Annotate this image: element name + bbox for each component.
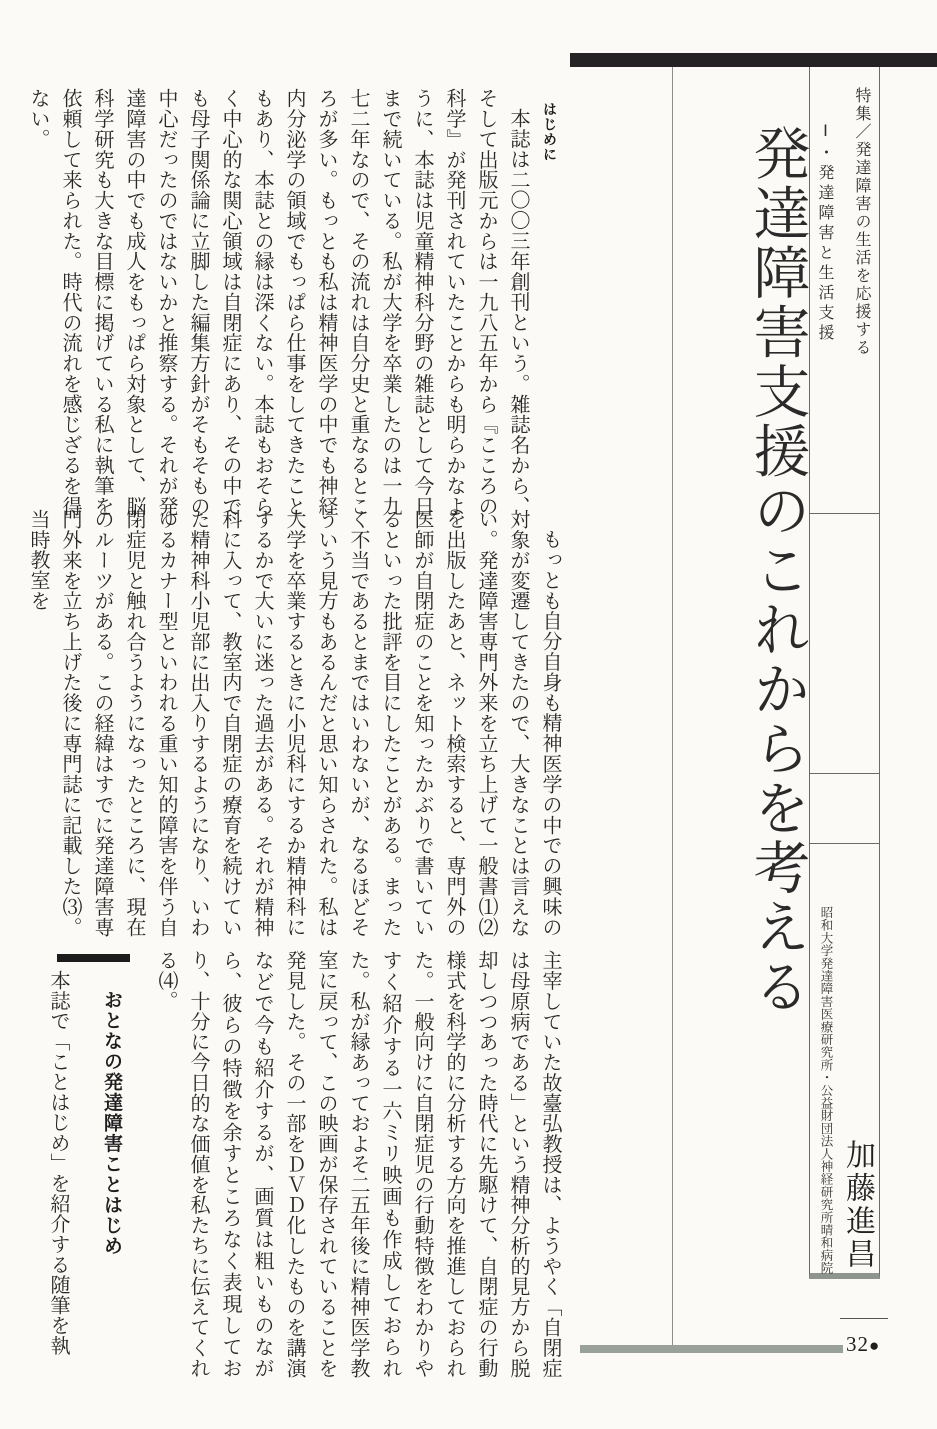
- article-title: 発達障害支援のこれからを考える: [745, 124, 808, 1017]
- body-band-2: [20, 505, 566, 937]
- body-paragraph: 本誌で「ことはじめ」を紹介する随筆を執: [47, 970, 69, 1356]
- body-paragraph: 本誌は二〇〇三年創刊という。雑誌名から、そして出版元からは一九八五年から『こころの科学』が発刊されていたことからも明らかなように、本誌は児童精神科分野の雑誌として今日まで続いている。私が大学を卒業したのは一九七二年なので、その流れは自分史と重なるところが多い。もっとも私は精神医学の中でも神経内分泌学の領域でもっぱら仕事をしてきたこともあり、本誌との縁は深くない。本誌もおそらく中心的な関心領域は自閉症にあり、その中でも母子関係論に立脚した編集方針がそもそもの中心だったのではないかと推察する。それが発達障害の中でも成人をもっぱら対象として、脳科学研究も大きな目標に掲げている私に執筆を依頼して来られた。時代の流れを感じざるを得ない。: [27, 88, 529, 516]
- section-heading-kotohajime: おとなの発達障害ことはじめ: [101, 990, 122, 1257]
- section-heading-intro: はじめに: [542, 102, 558, 162]
- feature-label: 特集／発達障害の生活を応援する: [853, 87, 870, 357]
- header-box-divider: [810, 773, 879, 774]
- author-name: 加藤進昌: [841, 1139, 874, 1271]
- page-number-value: 32: [846, 1332, 869, 1356]
- body-paragraph: もっとも自分自身も精神医学の中での興味の対象が変遷してきたので、大きなことは言えない。発達障害専門外来を立ち上げて一般書⑴⑵を出版したあと、ネット検索すると、専門外の医師が自閉症のことを知ったかぶりで書いているといった批評を目にしたことがある。まったく不当であるとまではいわないが、なるほどそういう見方もあるんだと思い知らされた。私は大学を卒業するときに小児科にするか精神科にするかで大いに迷った過去がある。それが精神科に入って、教室内で自閉症の療育を続けていた精神科小児部に出入りするようになり、いわゆるカナー型といわれる重い知的障害を伴う自閉症児と触れ合うようになったところに、現在のルーツがある。この経緯はすでに発達障害専門外来を立ち上げた後に専門誌に記載した⑶。当時教室を: [27, 509, 561, 937]
- body-band-1: [20, 84, 566, 516]
- body-paragraph: 主宰していた故臺弘教授は、ようやく「自閉症は母原病である」という精神分析的見方から脱却しつつあった時代に先駆けて、自閉症の行動様式を科学的に分析する方向を推進しておられた。一般向けに自閉症児の行動特徴をわかりやすく紹介する一六ミリ映画も作成しておられた。私が縁あっておよそ二五年後に精神医学教室に戻って、この映画が保存されていることを発見した。その一部をＤＶＤ化したものを講演などで今も紹介するが、画質は粗いものながら、彼らの特徴を余すところなく表現しており、十分に今日的な価値を私たちに伝えてくれる⑷。: [155, 950, 561, 1378]
- author-affiliation: 昭和大学発達障害医療研究所・公益財団法人神経研究所晴和病院: [819, 906, 833, 1275]
- page-number: [846, 1332, 880, 1357]
- page-number-marker-icon: ●: [869, 1336, 881, 1355]
- body-band-3: [20, 946, 566, 1378]
- section-label: Ⅰ・発達障害と生活支援: [816, 121, 833, 344]
- header-box-divider: [810, 843, 879, 844]
- section-heading-rule: [57, 954, 130, 962]
- title-separator-rule: [672, 67, 673, 1348]
- running-head-bar: [570, 53, 937, 67]
- page-number-rule: [840, 1318, 888, 1319]
- header-box-divider: [810, 513, 879, 514]
- footer-rule: [580, 1345, 843, 1353]
